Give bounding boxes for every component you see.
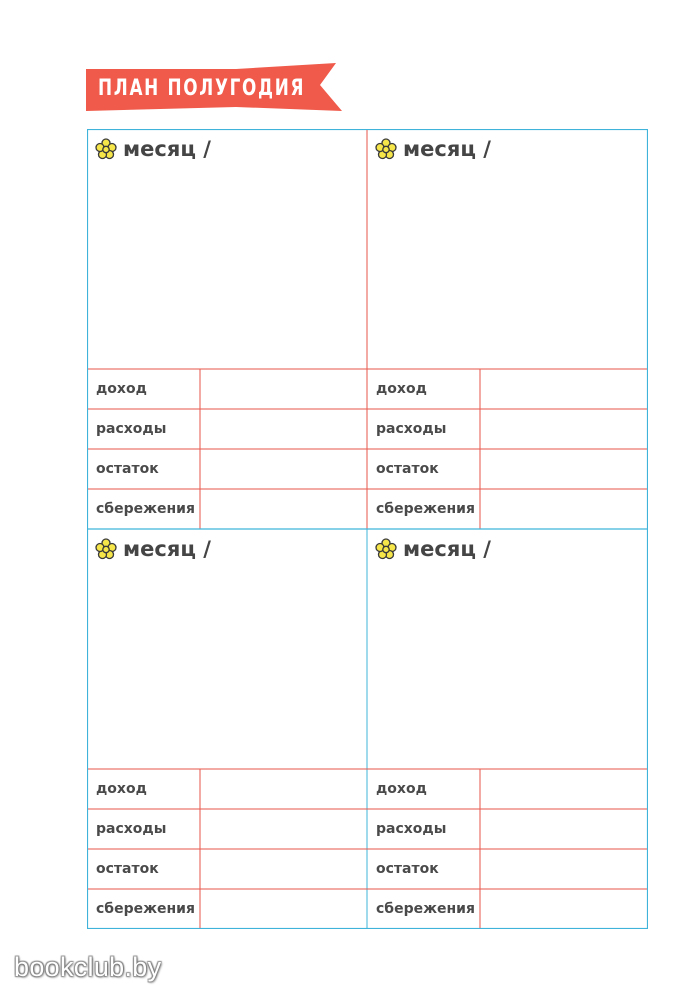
month-notes-area[interactable]	[87, 153, 367, 369]
balance-label: остаток	[96, 461, 159, 477]
month-notes-area[interactable]	[87, 553, 367, 769]
balance-row	[87, 849, 367, 889]
page-title: ПЛАН ПОЛУГОДИЯ	[98, 76, 306, 101]
income-row	[87, 369, 367, 409]
savings-label: сбережения	[376, 901, 475, 917]
balance-value[interactable]	[200, 449, 367, 489]
month-label: месяц /	[123, 537, 211, 561]
expenses-value[interactable]	[480, 409, 648, 449]
savings-value[interactable]	[200, 489, 367, 529]
income-row	[367, 769, 648, 809]
watermark: bookclub.by	[14, 952, 162, 982]
balance-row	[87, 449, 367, 489]
savings-row	[367, 889, 648, 929]
expenses-label: расходы	[376, 821, 447, 837]
balance-value[interactable]	[480, 449, 648, 489]
income-row	[87, 769, 367, 809]
income-value[interactable]	[200, 769, 367, 809]
savings-row	[87, 889, 367, 929]
balance-value[interactable]	[480, 849, 648, 889]
expenses-row	[367, 809, 648, 849]
income-label: доход	[96, 781, 147, 797]
page-title-banner	[86, 63, 342, 115]
month-notes-area[interactable]	[367, 153, 648, 369]
month-block	[87, 529, 367, 929]
income-value[interactable]	[480, 369, 648, 409]
month-label: месяц /	[123, 137, 211, 161]
savings-value[interactable]	[480, 489, 648, 529]
expenses-label: расходы	[376, 421, 447, 437]
income-label: доход	[376, 781, 427, 797]
month-label: месяц /	[403, 137, 491, 161]
income-value[interactable]	[480, 769, 648, 809]
income-label: доход	[376, 381, 427, 397]
balance-label: остаток	[96, 861, 159, 877]
expenses-value[interactable]	[200, 809, 367, 849]
savings-label: сбережения	[96, 901, 195, 917]
month-block	[367, 529, 648, 929]
balance-row	[367, 849, 648, 889]
month-block	[87, 129, 367, 529]
month-label: месяц /	[403, 537, 491, 561]
balance-row	[367, 449, 648, 489]
expenses-row	[87, 409, 367, 449]
income-value[interactable]	[200, 369, 367, 409]
savings-value[interactable]	[200, 889, 367, 929]
income-label: доход	[96, 381, 147, 397]
expenses-label: расходы	[96, 421, 167, 437]
savings-label: сбережения	[96, 501, 195, 517]
savings-row	[87, 489, 367, 529]
balance-value[interactable]	[200, 849, 367, 889]
expenses-row	[367, 409, 648, 449]
balance-label: остаток	[376, 461, 439, 477]
savings-row	[367, 489, 648, 529]
month-notes-area[interactable]	[367, 553, 648, 769]
savings-value[interactable]	[480, 889, 648, 929]
income-row	[367, 369, 648, 409]
savings-label: сбережения	[376, 501, 475, 517]
half-year-plan-grid	[87, 129, 648, 929]
expenses-row	[87, 809, 367, 849]
month-block	[367, 129, 648, 529]
balance-label: остаток	[376, 861, 439, 877]
expenses-label: расходы	[96, 821, 167, 837]
expenses-value[interactable]	[480, 809, 648, 849]
expenses-value[interactable]	[200, 409, 367, 449]
